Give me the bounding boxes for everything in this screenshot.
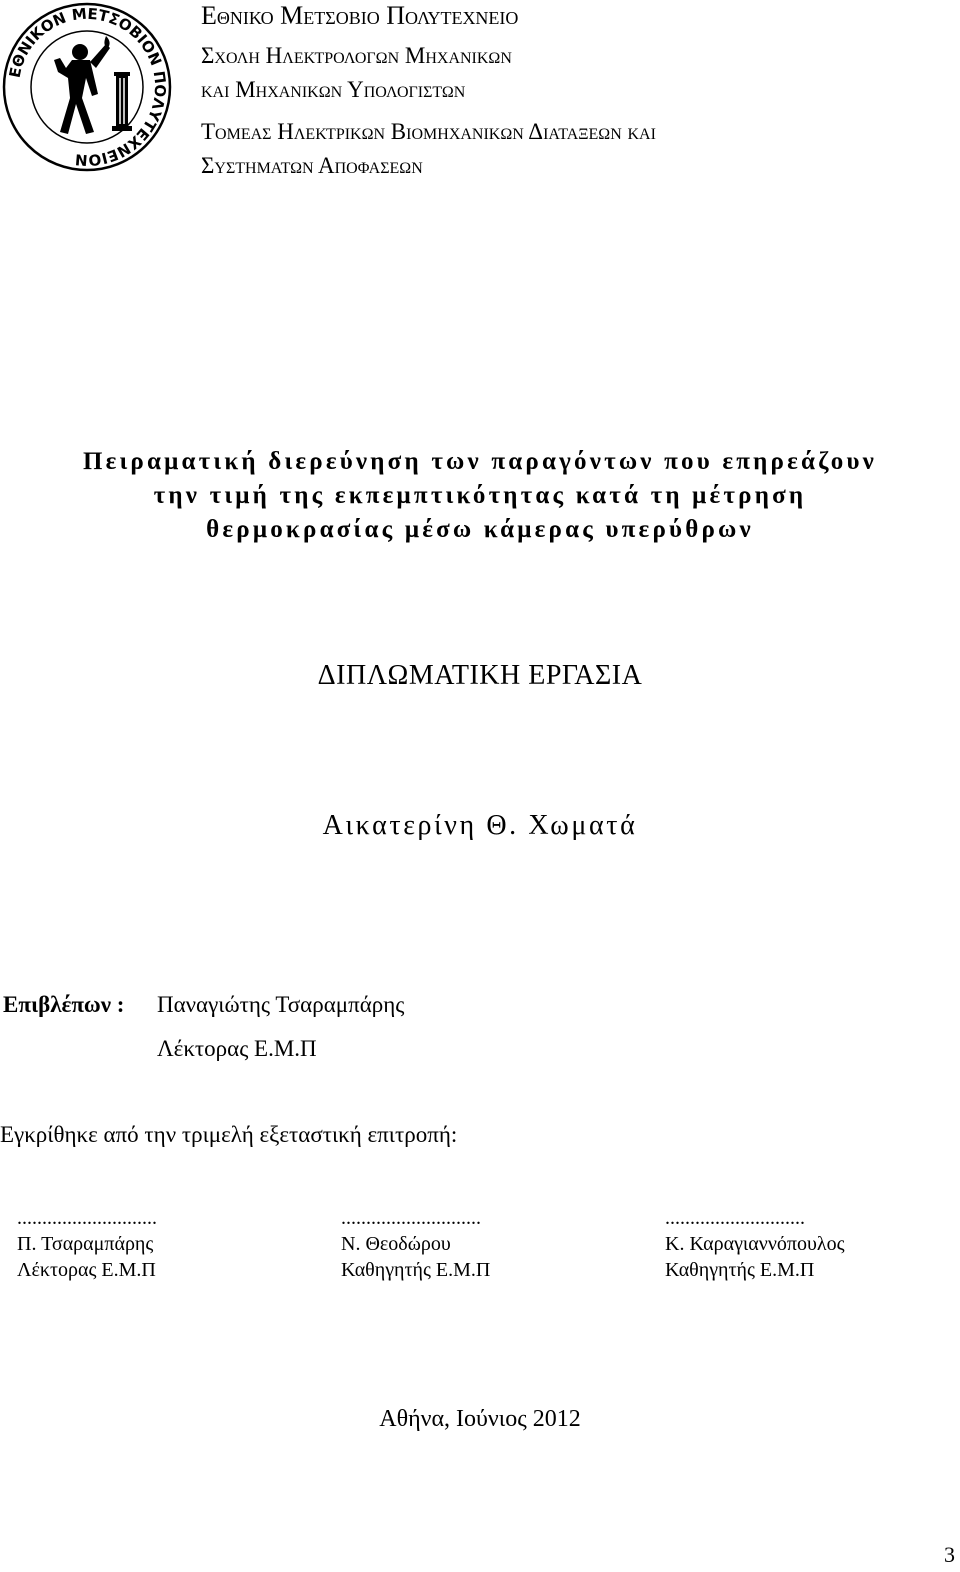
school-name-line1: Σχολη Ηλεκτρολογων Μηχανικων — [201, 43, 512, 68]
committee-member-3 — [665, 1205, 844, 1283]
supervisor-label: Επιβλέπων : — [3, 992, 125, 1017]
committee-member-title: Καθηγητής Ε.Μ.Π — [341, 1259, 491, 1281]
committee-member-2 — [341, 1205, 490, 1283]
supervisor-title: Λέκτορας Ε.Μ.Π — [157, 1036, 317, 1061]
seal-lettering: ΕΘΝΙΚΟΝ ΜΕΤΣΟΒΙΟΝ ΠΟΛΥΤΕΧΝΕΙΟΝ — [5, 4, 170, 170]
svg-text:ΕΘΝΙΚΟΝ ΜΕΤΣΟΒΙΟΝ ΠΟΛΥΤΕΧΝΕΙΟΝ — [6, 5, 170, 170]
place-date: Αθήνα, Ιούνιος 2012 — [379, 1406, 581, 1432]
committee-member-name: Κ. Καραγιαννόπουλος — [665, 1233, 845, 1255]
committee-member-1 — [17, 1205, 157, 1283]
signature-line: ............................ — [17, 1207, 157, 1229]
thesis-title-line2: την τιμή της εκπεμπτικότητας κατά τη μέτρηση — [153, 482, 807, 509]
division-name-line2: Συστηματων Αποφασεων — [201, 153, 423, 178]
signature-line: ............................ — [665, 1207, 805, 1229]
author-name: Αικατερίνη Θ. Χωματά — [322, 810, 638, 841]
approval-statement: Εγκρίθηκε από την τριμελή εξεταστική επιτροπή: — [0, 1122, 458, 1147]
page-number: 3 — [944, 1542, 955, 1567]
division-name-line1: Τομεας Ηλεκτρικων Βιομηχανικων Διαταξεων και — [201, 119, 656, 144]
committee-member-name: Π. Τσαραμπάρης — [17, 1233, 154, 1255]
document-type: ΔΙΠΛΩΜΑΤΙΚΗ ΕΡΓΑΣΙΑ — [317, 660, 643, 691]
thesis-title-line3: θερμοκρασίας μέσω κάμερας υπερύθρων — [206, 516, 754, 543]
signature-line: ............................ — [341, 1207, 481, 1229]
supervisor-name: Παναγιώτης Τσαραμπάρης — [157, 992, 405, 1017]
university-name: Εθνικο Μετσοβιο Πολυτεχνειο — [201, 1, 519, 30]
committee-member-name: Ν. Θεοδώρου — [341, 1233, 451, 1255]
committee-member-title: Λέκτορας Ε.Μ.Π — [17, 1259, 156, 1281]
university-seal — [2, 2, 172, 172]
thesis-title-line1: Πειραματική διερεύνηση των παραγόντων που επηρεάζουν — [82, 448, 878, 475]
school-name-line2: και Μηχανικων Υπολογιστων — [201, 77, 466, 102]
committee-member-title: Καθηγητής Ε.Μ.Π — [665, 1259, 815, 1281]
